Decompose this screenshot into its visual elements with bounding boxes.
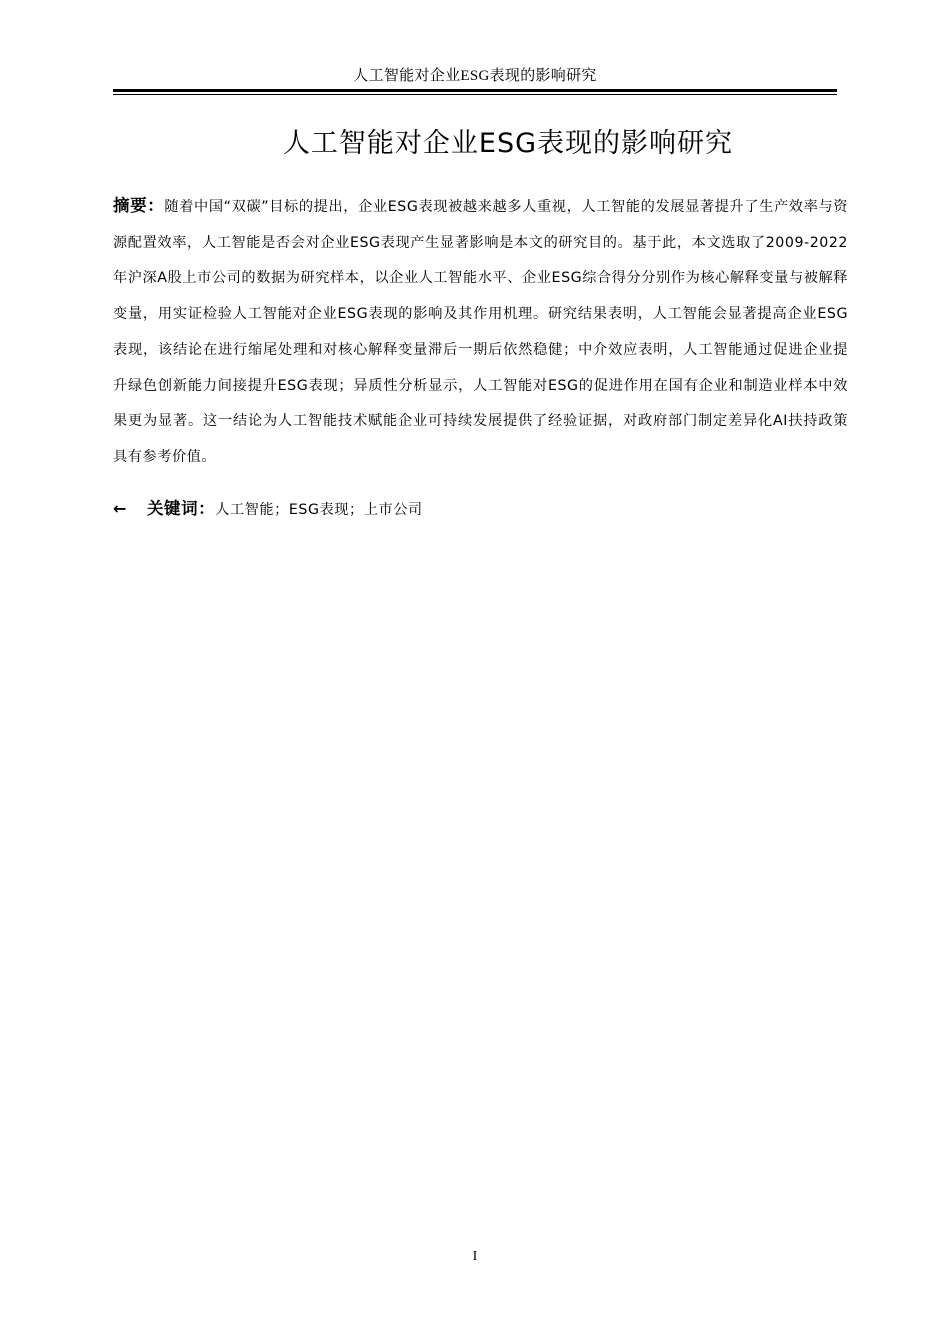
running-header: 人工智能对企业ESG表现的影响研究 — [353, 68, 597, 84]
header-rule-thin — [113, 94, 837, 95]
return-arrow-icon: ← — [113, 499, 127, 518]
abstract-label: 摘要： — [113, 196, 165, 215]
page-number: I — [472, 1249, 478, 1264]
keywords-label: 关键词： — [147, 499, 216, 518]
keywords-text: 人工智能；ESG表现；上市公司 — [215, 502, 423, 518]
document-title: 人工智能对企业ESG表现的影响研究 — [282, 128, 734, 159]
header-rule-thick — [113, 89, 837, 92]
abstract-paragraph — [113, 188, 848, 476]
abstract-text: 随着中国“双碳”目标的提出，企业ESG表现被越来越多人重视，人工智能的发展显著提升了生产效率与资源配置效率，人工智能是否会对企业ESG表现产生显著影响是本文的研究目的。基于此，本文选取了2009-2022年沪深A股上市公司的数据为研究样本，以企业人工智能水平、企业ESG综合得分分别作为核心解释变量与被解释变量，用实证检验人工智能对企业ESG表现的影响及其作用机理。研究结果表明，人工智能会显著提高企业ESG表现，该结论在进行缩尾处理和对核心解释变量滞后一期后依然稳健；中介效应表明，人工智能通过促进企业提升绿色创新能力间接提升ESG表现；异质性分析显示，人工智能对ESG的促进作用在国有企业和制造业样本中效果更为显著。这一结论为人工智能技术赋能企业可持续发展提供了经验证据，对政府部门制定差异化AI扶持政策具有参考价值。 — [113, 199, 848, 465]
keywords-line — [113, 495, 848, 524]
